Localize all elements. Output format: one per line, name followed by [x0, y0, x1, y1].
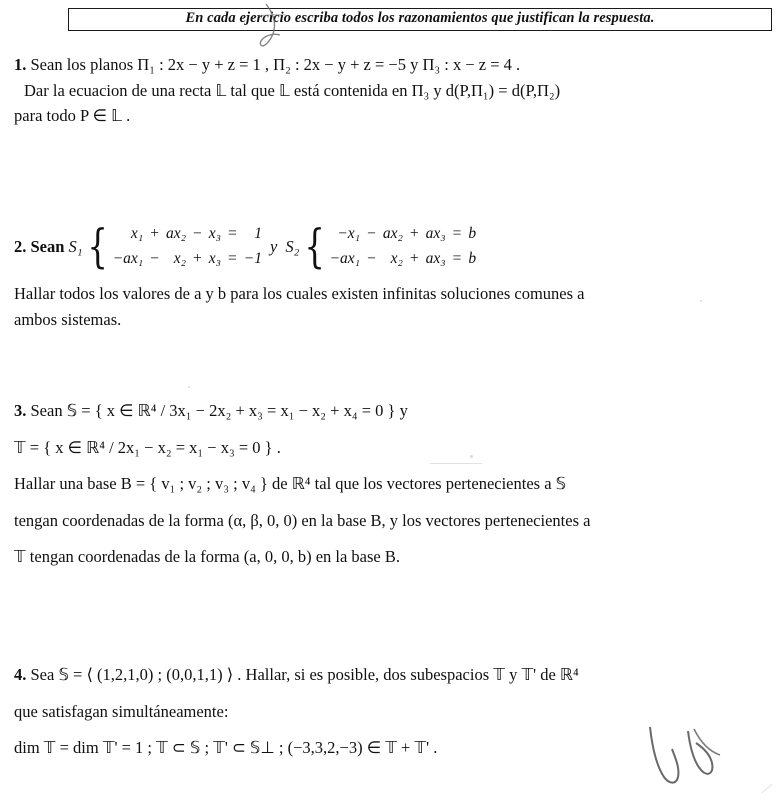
- s1-r1-rhs: 1: [254, 225, 262, 242]
- exercise-4-line-1: [14, 662, 770, 688]
- system-1-name: S₁: [68, 236, 83, 256]
- scan-crease: [430, 463, 482, 464]
- s2-r2-op2: +: [409, 250, 419, 268]
- exercise-3-line-2: 𝕋 = { x ∈ ℝ⁴ / 2x₁ − x₂ = x₁ − x₃ = 0 } .: [14, 437, 281, 457]
- system-2: [285, 218, 477, 273]
- scan-speck: [188, 386, 190, 388]
- exercise-2-number: 2.: [14, 236, 27, 256]
- exercise-2-intro: Sean: [30, 236, 65, 256]
- exercise-3-line-1: [14, 398, 770, 424]
- system-1-brace: {: [87, 218, 109, 273]
- s1-r1-op2: −: [192, 225, 202, 242]
- exercise-4-text-1: Sea 𝕊 = ⟨ (1,2,1,0) ; (0,0,1,1) ⟩ . Hallar, si es posible, dos subespacios 𝕋 y 𝕋' de ℝ⁴: [30, 665, 579, 684]
- s1-r2-eq: =: [228, 250, 237, 268]
- s1-r2-c2: x₂: [173, 250, 186, 268]
- s1-r2-c3: x₃: [208, 250, 222, 268]
- s2-r1-c2: ax₂: [382, 225, 403, 242]
- s2-r2-c1: −ax₁: [329, 250, 361, 268]
- s1-r2-op1: −: [150, 250, 159, 268]
- exercise-1-line-3: para todo P ∈ 𝕃 .: [14, 106, 131, 126]
- s1-r2-rhs: −1: [243, 250, 262, 268]
- exercise-1-line-1: [14, 52, 770, 78]
- s1-r2-c1: −ax₁: [112, 250, 144, 268]
- s1-r1-c1: x₁: [130, 225, 144, 242]
- scan-speck: [700, 300, 702, 302]
- s1-r1-op1: +: [150, 225, 159, 242]
- s2-r1-eq: =: [452, 225, 462, 242]
- instruction-banner-container: [68, 8, 772, 31]
- s1-r1-c3: x₃: [208, 225, 222, 242]
- exercise-3-line-4: tengan coordenadas de la forma (α, β, 0, 0) en la base B, y los vectores pertenecientes a: [14, 510, 591, 530]
- s1-r2-op2: +: [192, 250, 202, 268]
- exercise-4-line-3: dim 𝕋 = dim 𝕋' = 1 ; 𝕋 ⊂ 𝕊 ; 𝕋' ⊂ 𝕊⊥ ; (−3,3,2,−3) ∈ 𝕋 + 𝕋' .: [14, 738, 438, 758]
- exercise-2-systems-row: [14, 218, 770, 273]
- exercise-4-line-2: que satisfagan simultáneamente:: [14, 701, 229, 721]
- s2-r2-c2: x₂: [390, 250, 403, 268]
- s2-r2-eq: =: [452, 250, 462, 268]
- exercise-2-conjunction: y: [269, 236, 278, 256]
- s2-r1-op2: +: [409, 225, 419, 242]
- s2-r1-c1: −x₁: [337, 225, 361, 242]
- s2-r2-op1: −: [367, 250, 376, 268]
- s2-r2-rhs: b: [468, 250, 477, 268]
- exercise-4-number: 4.: [14, 665, 27, 684]
- exercise-2-line-1: Hallar todos los valores de a y b para los cuales existen infinitas soluciones comunes a: [14, 284, 585, 304]
- exercise-3-line-5: 𝕋 tengan coordenadas de la forma (a, 0, 0, b) en la base B.: [14, 547, 400, 567]
- exercise-2-line-2: ambos sistemas.: [14, 309, 122, 329]
- s2-r2-c3: ax₃: [425, 250, 446, 268]
- system-2-equations: [330, 222, 477, 271]
- exercise-3-text-1: Sean 𝕊 = { x ∈ ℝ⁴ / 3x₁ − 2x₂ + x₃ = x₁ − x₂ + x₄ = 0 } y: [30, 401, 408, 420]
- exercise-4: [14, 662, 770, 772]
- exercise-2-number-and-intro: [14, 234, 68, 260]
- instruction-banner: En cada ejercicio escriba todos los razonamientos que justifican la respuesta.: [68, 8, 772, 31]
- system-2-brace: {: [304, 218, 326, 273]
- s2-r1-op1: −: [367, 225, 376, 242]
- scan-speck: [470, 455, 473, 458]
- exercise-3: [14, 398, 770, 581]
- exercise-3-line-3: Hallar una base B = { v₁ ; v₂ ; v₃ ; v₄ } de ℝ⁴ tal que los vectores pertenecientes a 𝕊: [14, 474, 567, 494]
- s2-r1-c3: ax₃: [425, 225, 446, 242]
- exercise-1: [14, 52, 770, 129]
- scan-crease: [761, 784, 772, 794]
- exercise-2: [14, 218, 770, 332]
- system-1: [68, 218, 262, 273]
- exercise-1-text-1: Sean los planos Π₁ : 2x − y + z = 1 , Π₂ : 2x − y + z = −5 y Π₃ : x − z = 4 .: [30, 55, 521, 74]
- system-2-name: S₂: [285, 236, 300, 256]
- s1-r1-eq: =: [228, 225, 237, 242]
- exercise-1-number: 1.: [14, 55, 27, 74]
- exercise-1-line-2: Dar la ecuacion de una recta 𝕃 tal que 𝕃 está contenida en Π₃ y d(P,Π₁) = d(P,Π₂): [24, 80, 561, 100]
- s1-r1-c2: ax₂: [165, 225, 186, 242]
- s2-r1-rhs: b: [468, 225, 477, 242]
- system-1-equations: [113, 222, 262, 271]
- exercise-3-number: 3.: [14, 401, 27, 420]
